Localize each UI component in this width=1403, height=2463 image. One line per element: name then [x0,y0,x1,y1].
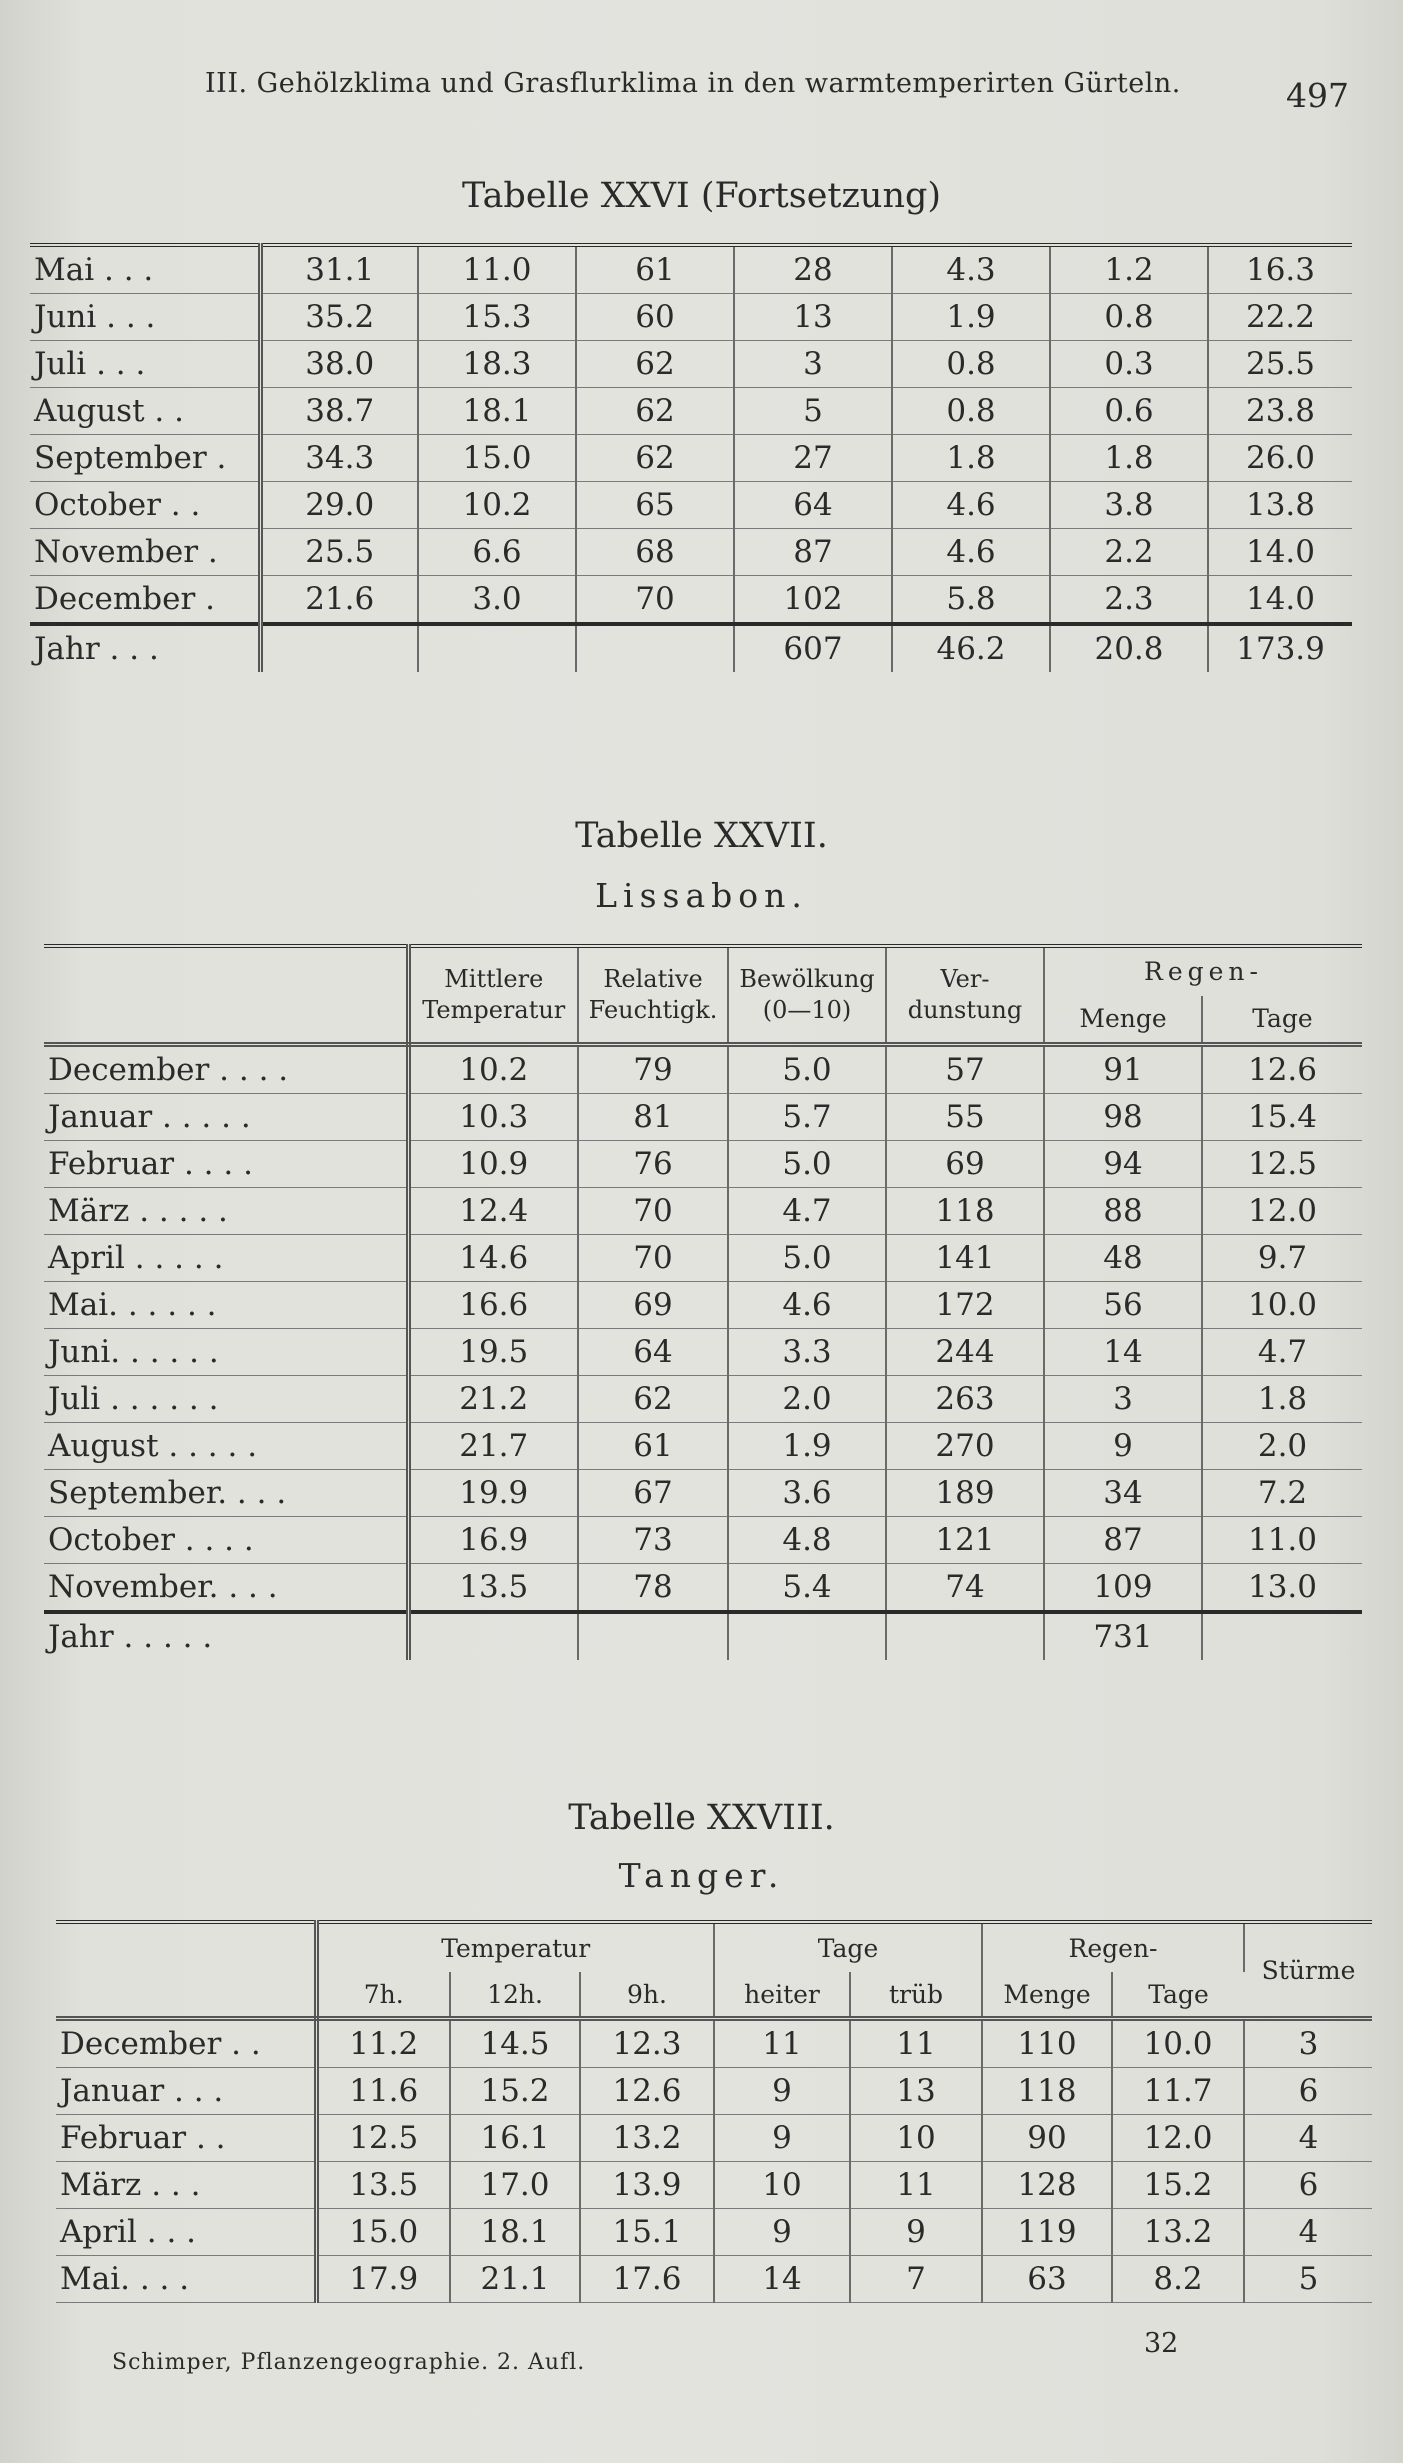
table-cell: 11 [850,2019,982,2068]
table-row [44,1188,1362,1235]
row-label: März . . . [56,2162,316,2209]
table-cell: 8.2 [1112,2256,1244,2303]
table-cell: 35.2 [260,294,418,341]
table-cell: 12.6 [1202,1045,1362,1094]
table-cell: 16.1 [450,2115,580,2162]
table-28-header-days: Tage [714,1922,982,1972]
table-cell: 3.3 [728,1329,886,1376]
table-cell: 118 [886,1188,1044,1235]
table-cell: 21.7 [408,1423,578,1470]
table-cell: 4.6 [892,529,1050,576]
table-cell: 62 [576,341,734,388]
table-cell: 31.1 [260,245,418,294]
row-label: Mai . . . [30,245,260,294]
table-cell: 2.3 [1050,576,1208,625]
table-cell: 61 [578,1423,728,1470]
table-cell: 12.5 [316,2115,450,2162]
table-cell: 11.2 [316,2019,450,2068]
row-label: August . . [30,388,260,435]
table-cell: 62 [576,435,734,482]
table-cell: 10.2 [418,482,576,529]
table-cell: 60 [576,294,734,341]
table-cell: 3 [1244,2019,1372,2068]
table-cell: 1.9 [728,1423,886,1470]
table-cell: 13.2 [1112,2209,1244,2256]
table-cell: 2.0 [728,1376,886,1423]
table-cell: 11.0 [418,245,576,294]
row-label: Juni. . . . . . [44,1329,408,1376]
table-cell: 91 [1044,1045,1202,1094]
row-label: December . . . . [44,1045,408,1094]
row-label: December . [30,576,260,625]
running-title: III. Gehölzklima und Grasflurklima in den warmtemperirten Gürteln. [205,68,1181,99]
table-cell: 13.2 [580,2115,714,2162]
row-label: Juni . . . [30,294,260,341]
table-cell: 88 [1044,1188,1202,1235]
table-28-header-storms: Stürme [1244,1922,1372,2019]
table-row [44,1423,1362,1470]
table-row [56,2256,1372,2303]
table-row [44,1329,1362,1376]
table-cell: 6 [1244,2162,1372,2209]
table-cell: 13 [850,2068,982,2115]
row-label: Mai. . . . . . [44,1282,408,1329]
table-27-title: Tabelle XXVII. [575,816,828,856]
row-label: Januar . . . [56,2068,316,2115]
table-28-header-12h: 12h. [450,1972,580,2019]
table-row [56,2209,1372,2256]
table-cell: 23.8 [1208,388,1352,435]
table-cell: 14.0 [1208,529,1352,576]
table-cell: 13.9 [580,2162,714,2209]
table-cell: 10 [714,2162,850,2209]
row-label: November . [30,529,260,576]
table-row [44,1045,1362,1094]
row-label: April . . . [56,2209,316,2256]
table-27-header-evaporation: Ver- dunstung [886,946,1044,1045]
table-28-header-rain-days: Tage [1112,1972,1244,2019]
table-cell: 70 [578,1188,728,1235]
table-cell: 15.1 [580,2209,714,2256]
row-label: November. . . . [44,1564,408,1613]
table-cell: 3.0 [418,576,576,625]
table-cell: 19.9 [408,1470,578,1517]
table-cell: 9 [714,2209,850,2256]
row-label: März . . . . . [44,1188,408,1235]
table-row [30,388,1352,435]
table-cell: 1.8 [1050,435,1208,482]
table-cell: 12.5 [1202,1141,1362,1188]
year-total-row [44,1612,1362,1660]
table-27-header-rain-amount: Menge [1044,996,1202,1045]
table-cell: 119 [982,2209,1112,2256]
table-cell: 74 [886,1564,1044,1613]
table-cell: 15.2 [450,2068,580,2115]
table-cell: 69 [886,1141,1044,1188]
table-27-header-temperature: Mittlere Temperatur [408,946,578,1045]
footer-source: Schimper, Pflanzengeographie. 2. Aufl. [112,2350,586,2375]
table-cell: 17.9 [316,2256,450,2303]
table-cell: 61 [576,245,734,294]
table-cell: 87 [734,529,892,576]
table-27-corner [44,946,408,1045]
table-27-header-cloud: Bewölkung (0—10) [728,946,886,1045]
table-28-header-rain-amount: Menge [982,1972,1112,2019]
table-cell: 0.8 [892,341,1050,388]
table-cell: 28 [734,245,892,294]
table-cell: 64 [734,482,892,529]
table-cell: 4 [1244,2209,1372,2256]
table-cell: 9 [850,2209,982,2256]
table-cell [886,1612,1044,1660]
table-row [44,1141,1362,1188]
table-cell: 189 [886,1470,1044,1517]
table-cell: 5.8 [892,576,1050,625]
table-row [44,1564,1362,1613]
table-cell: 10.2 [408,1045,578,1094]
table-cell: 6 [1244,2068,1372,2115]
table-cell: 5 [734,388,892,435]
table-28-header-7h: 7h. [316,1972,450,2019]
table-cell: 70 [576,576,734,625]
table-cell: 5.0 [728,1235,886,1282]
table-cell: 11.6 [316,2068,450,2115]
table-cell: 244 [886,1329,1044,1376]
table-cell: 67 [578,1470,728,1517]
table-cell: 16.3 [1208,245,1352,294]
table-row [30,294,1352,341]
table-row [44,1235,1362,1282]
table-cell: 4.8 [728,1517,886,1564]
table-28-header-temperature: Temperatur [316,1922,714,1972]
table-cell: 34.3 [260,435,418,482]
table-cell: 18.1 [450,2209,580,2256]
table-cell: 12.4 [408,1188,578,1235]
table-cell: 13.5 [316,2162,450,2209]
table-cell: 94 [1044,1141,1202,1188]
table-cell: 4.6 [892,482,1050,529]
table-row [56,2068,1372,2115]
table-cell: 69 [578,1282,728,1329]
table-cell: 38.7 [260,388,418,435]
table-cell: 14.6 [408,1235,578,1282]
table-cell: 3.6 [728,1470,886,1517]
row-label: Juli . . . . . . [44,1376,408,1423]
table-row [30,341,1352,388]
table-cell: 121 [886,1517,1044,1564]
table-cell: 79 [578,1045,728,1094]
table-cell: 5.0 [728,1045,886,1094]
table-cell: 22.2 [1208,294,1352,341]
table-row [56,2019,1372,2068]
table-cell: 5.4 [728,1564,886,1613]
table-cell: 12.6 [580,2068,714,2115]
row-label: October . . . . [44,1517,408,1564]
table-cell: 18.3 [418,341,576,388]
table-cell: 56 [1044,1282,1202,1329]
table-row [44,1517,1362,1564]
row-label: September. . . . [44,1470,408,1517]
table-cell: 11 [714,2019,850,2068]
table-cell: 10.9 [408,1141,578,1188]
table-cell: 731 [1044,1612,1202,1660]
table-cell: 21.6 [260,576,418,625]
table-cell: 128 [982,2162,1112,2209]
table-cell: 48 [1044,1235,1202,1282]
table-cell [260,624,418,672]
table-cell: 173.9 [1208,624,1352,672]
table-cell: 98 [1044,1094,1202,1141]
table-cell: 55 [886,1094,1044,1141]
table-cell: 26.0 [1208,435,1352,482]
table-cell: 141 [886,1235,1044,1282]
table-cell: 10 [850,2115,982,2162]
table-row [30,245,1352,294]
table-cell: 109 [1044,1564,1202,1613]
table-cell: 5.7 [728,1094,886,1141]
table-cell: 13.8 [1208,482,1352,529]
table-28-title: Tabelle XXVIII. [568,1798,835,1838]
table-cell: 14.5 [450,2019,580,2068]
table-cell [576,624,734,672]
table-cell: 1.9 [892,294,1050,341]
table-cell: 4.3 [892,245,1050,294]
table-cell: 12.0 [1112,2115,1244,2162]
table-cell: 607 [734,624,892,672]
table-cell: 102 [734,576,892,625]
table-cell: 1.8 [892,435,1050,482]
table-28-header-cloudy: trüb [850,1972,982,2019]
table-cell: 68 [576,529,734,576]
table-28-header-clear: heiter [714,1972,850,2019]
table-cell: 1.2 [1050,245,1208,294]
table-28-corner [56,1922,316,2019]
row-label: Mai. . . . [56,2256,316,2303]
page-number: 497 [1286,76,1349,115]
table-cell: 65 [576,482,734,529]
table-cell: 5.0 [728,1141,886,1188]
table-cell: 14.0 [1208,576,1352,625]
table-cell: 10.0 [1202,1282,1362,1329]
table-cell: 263 [886,1376,1044,1423]
table-cell: 0.8 [892,388,1050,435]
table-cell: 17.6 [580,2256,714,2303]
table-cell: 15.3 [418,294,576,341]
row-label: Jahr . . . . . [44,1612,408,1660]
table-cell: 118 [982,2068,1112,2115]
row-label: Januar . . . . . [44,1094,408,1141]
table-cell [408,1612,578,1660]
row-label: August . . . . . [44,1423,408,1470]
table-cell: 81 [578,1094,728,1141]
table-cell: 3.8 [1050,482,1208,529]
table-cell: 14 [1044,1329,1202,1376]
table-cell: 70 [578,1235,728,1282]
table-27-header-humidity: Relative Feuchtigk. [578,946,728,1045]
table-27-subtitle: Lissabon. [595,876,808,915]
table-28-header-rain: Regen- [982,1922,1244,1972]
table-cell: 12.0 [1202,1188,1362,1235]
table-cell: 38.0 [260,341,418,388]
table-row [56,2115,1372,2162]
table-cell: 29.0 [260,482,418,529]
year-total-row [30,624,1352,672]
table-cell: 4.7 [1202,1329,1362,1376]
table-cell: 34 [1044,1470,1202,1517]
table-cell: 76 [578,1141,728,1188]
table-cell: 90 [982,2115,1112,2162]
table-27-header-rain: Regen- [1144,956,1263,986]
table-cell: 9.7 [1202,1235,1362,1282]
table-cell: 10.0 [1112,2019,1244,2068]
table-cell: 27 [734,435,892,482]
table-cell: 3 [1044,1376,1202,1423]
table-cell: 13.5 [408,1564,578,1613]
table-cell: 13 [734,294,892,341]
table-cell: 172 [886,1282,1044,1329]
table-cell: 20.8 [1050,624,1208,672]
table-cell: 9 [714,2115,850,2162]
table-cell: 10.3 [408,1094,578,1141]
table-28-subtitle: Tanger. [618,1856,785,1895]
table-cell: 5 [1244,2256,1372,2303]
row-label: September . [30,435,260,482]
table-cell: 87 [1044,1517,1202,1564]
row-label: Jahr . . . [30,624,260,672]
table-cell: 15.0 [316,2209,450,2256]
table-cell: 0.8 [1050,294,1208,341]
table-cell: 25.5 [1208,341,1352,388]
table-cell: 3 [734,341,892,388]
table-cell: 62 [578,1376,728,1423]
table-cell: 62 [576,388,734,435]
row-label: October . . [30,482,260,529]
table-cell: 0.3 [1050,341,1208,388]
table-cell: 46.2 [892,624,1050,672]
table-cell: 7.2 [1202,1470,1362,1517]
row-label: Februar . . . . [44,1141,408,1188]
table-cell [728,1612,886,1660]
table-cell: 19.5 [408,1329,578,1376]
row-label: December . . [56,2019,316,2068]
table-cell: 110 [982,2019,1112,2068]
table-cell: 11 [850,2162,982,2209]
table-cell: 15.2 [1112,2162,1244,2209]
table-row [44,1376,1362,1423]
table-cell: 14 [714,2256,850,2303]
table-row [30,529,1352,576]
table-cell: 17.0 [450,2162,580,2209]
table-cell: 9 [1044,1423,1202,1470]
table-cell: 9 [714,2068,850,2115]
table-26 [30,243,1352,672]
table-row [56,2162,1372,2209]
row-label: Juli . . . [30,341,260,388]
table-cell: 25.5 [260,529,418,576]
row-label: April . . . . . [44,1235,408,1282]
table-cell [1202,1612,1362,1660]
table-cell: 18.1 [418,388,576,435]
table-cell: 4 [1244,2115,1372,2162]
table-cell: 21.1 [450,2256,580,2303]
table-27 [44,944,1362,1660]
table-cell: 7 [850,2256,982,2303]
table-27-header-rain-days: Tage [1202,996,1362,1045]
table-cell [418,624,576,672]
table-cell: 13.0 [1202,1564,1362,1613]
table-row [30,576,1352,625]
table-cell: 4.6 [728,1282,886,1329]
table-cell: 4.7 [728,1188,886,1235]
table-row [44,1470,1362,1517]
row-label: Februar . . [56,2115,316,2162]
table-cell: 21.2 [408,1376,578,1423]
table-cell: 16.9 [408,1517,578,1564]
table-cell: 16.6 [408,1282,578,1329]
table-cell: 2.0 [1202,1423,1362,1470]
table-cell: 15.4 [1202,1094,1362,1141]
table-cell: 12.3 [580,2019,714,2068]
table-cell: 78 [578,1564,728,1613]
table-28-header-9h: 9h. [580,1972,714,2019]
table-cell: 1.8 [1202,1376,1362,1423]
table-row [30,435,1352,482]
table-cell: 2.2 [1050,529,1208,576]
table-cell: 6.6 [418,529,576,576]
table-cell: 11.7 [1112,2068,1244,2115]
table-cell: 270 [886,1423,1044,1470]
table-cell: 64 [578,1329,728,1376]
table-cell [578,1612,728,1660]
table-row [44,1094,1362,1141]
table-26-title: Tabelle XXVI (Fortsetzung) [461,176,942,216]
footer-signature: 32 [1144,2328,1179,2359]
table-cell: 0.6 [1050,388,1208,435]
table-row [30,482,1352,529]
table-row [44,1282,1362,1329]
table-cell: 11.0 [1202,1517,1362,1564]
table-28 [56,1920,1372,2303]
table-cell: 57 [886,1045,1044,1094]
table-cell: 63 [982,2256,1112,2303]
table-cell: 15.0 [418,435,576,482]
table-cell: 73 [578,1517,728,1564]
